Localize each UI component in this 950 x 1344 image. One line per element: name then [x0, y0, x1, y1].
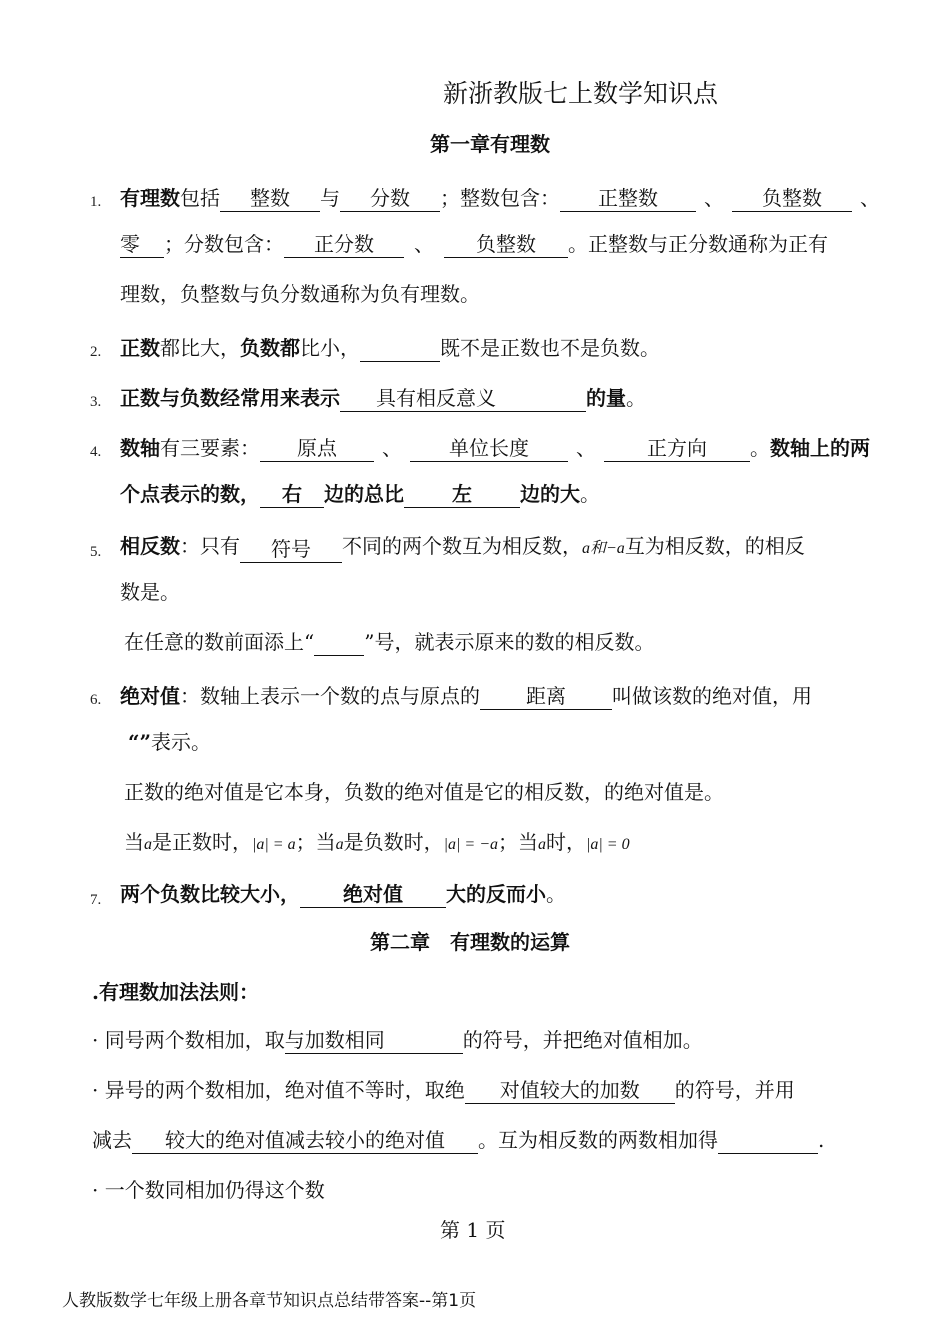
item-1-number: 1.: [90, 194, 102, 210]
chapter-1-heading: 第一章有理数: [430, 132, 550, 156]
text: ”号，就表示原来的数的相反数。: [364, 630, 655, 654]
item-4-line-1: [120, 434, 870, 462]
blank-sign: 符号: [240, 536, 342, 563]
text: 的符号，并用: [674, 1078, 795, 1102]
text: 既不是正数也不是负数。: [440, 336, 660, 360]
text: 的符号，并把绝对值相加。: [462, 1028, 703, 1052]
text: 当: [124, 830, 144, 854]
text: ；当: [295, 830, 336, 854]
text: .: [818, 1128, 825, 1152]
addition-rule-2: [92, 1076, 795, 1104]
separator: 、: [576, 436, 596, 460]
text: 表示。: [151, 730, 212, 754]
item-1-line-3: 理数，负整数与负分数通称为负有理数。: [120, 282, 480, 306]
item-2-line: [120, 334, 660, 362]
blank-fraction: 分数: [340, 185, 440, 212]
item-5-line-3: [124, 628, 654, 656]
addition-rule-title: .有理数加法法则：: [92, 980, 259, 1004]
blank-zero: 零: [120, 231, 164, 258]
math-var: a: [537, 836, 546, 853]
blank-larger-abs: 对值较大的加数: [465, 1077, 675, 1104]
quote-marks: “”: [128, 730, 152, 754]
text: 与: [320, 186, 340, 210]
blank-zero-3: [718, 1127, 818, 1154]
item-1-line-2: [120, 230, 828, 258]
blank-distance: 距离: [480, 683, 612, 710]
text: 正数与负数经常用来表示: [120, 386, 340, 410]
blank-positive-fraction: 正分数: [284, 231, 404, 258]
term-opposite: 相反数: [120, 534, 180, 558]
item-2-number: 2.: [90, 344, 102, 360]
text: 。: [626, 386, 646, 410]
separator: 、: [704, 186, 724, 210]
text: 边的总比: [324, 482, 404, 506]
blank-subtract-abs: 较大的绝对值减去较小的绝对值: [132, 1127, 478, 1154]
text: ：数轴上表示一个数的点与原点的: [180, 684, 480, 708]
item-5-line-2: 数是。: [120, 580, 180, 604]
blank-origin: 原点: [260, 435, 374, 462]
term-positive: 正数: [120, 336, 160, 360]
text: ；当: [497, 830, 538, 854]
term-number-line: 数轴: [120, 436, 160, 460]
text: 不同的两个数互为相反数，: [342, 534, 582, 558]
separator: 、: [414, 232, 434, 256]
item-3-number: 3.: [90, 394, 102, 410]
item-6-line-3: 正数的绝对值是它本身，负数的绝对值是它的相反数，的绝对值是。: [124, 780, 724, 804]
text: 个点表示的数，: [120, 482, 260, 506]
addition-rule-3: · 一个数同相加仍得这个数: [92, 1178, 325, 1202]
item-4-line-2: [120, 480, 600, 508]
blank-absolute-value: 绝对值: [300, 881, 446, 908]
addition-rule-1: [92, 1026, 703, 1054]
footer-caption: 人教版数学七年级上册各章节知识点总结带答案--第1页: [62, 1291, 477, 1311]
math-var: a: [335, 836, 344, 853]
text: 数轴上的两: [770, 436, 870, 460]
text: 叫做该数的绝对值，用: [612, 684, 812, 708]
blank-opposite-meaning: [340, 385, 586, 412]
item-7-line: [120, 880, 566, 908]
item-6-line-4: [124, 828, 630, 859]
term-rational: 有理数: [120, 186, 180, 210]
text: 的量: [586, 386, 626, 410]
text: 。: [546, 882, 566, 906]
blank-zero-2: [360, 335, 440, 362]
text: ：只有: [180, 534, 240, 558]
text: 。互为相反数的两数相加得: [478, 1128, 718, 1152]
text: · 同号两个数相加，取: [92, 1028, 285, 1052]
blank-left: 左: [404, 481, 520, 508]
formula-abs-negative: |a| = −a: [443, 836, 498, 853]
item-1-line-1: [120, 184, 880, 212]
text: 有三要素：: [160, 436, 260, 460]
item-6-number: 6.: [90, 692, 102, 708]
blank-minus-sign: [314, 629, 364, 656]
item-6-line-2: [128, 728, 211, 756]
text: 是负数时，: [343, 830, 444, 854]
blank-unit-length: 单位长度: [410, 435, 568, 462]
blank-negative-integer: 负整数: [732, 185, 852, 212]
blank-negative-integer-2: 负整数: [444, 231, 568, 258]
text: 。: [750, 436, 770, 460]
text: 在任意的数前面添上“: [124, 630, 315, 654]
separator: 、: [860, 186, 880, 210]
text: 都比大，: [160, 336, 240, 360]
separator: 、: [382, 436, 402, 460]
term-negative: 负数都: [240, 336, 300, 360]
blank-right: 右: [260, 481, 324, 508]
term-absolute-value: 绝对值: [120, 684, 180, 708]
text: 。: [580, 482, 600, 506]
formula-abs-zero: |a| = 0: [585, 836, 630, 853]
item-6-line-1: [120, 682, 812, 710]
text: 。正整数与正分数通称为正有: [568, 232, 828, 256]
text: · 异号的两个数相加，绝对值不等时，取绝: [92, 1078, 465, 1102]
text: ；整数包含：: [440, 186, 560, 210]
text: 时，: [545, 830, 586, 854]
text: 比小，: [300, 336, 360, 360]
item-3-line: [120, 384, 646, 412]
text: 具有相反意义: [376, 386, 496, 410]
blank-positive-integer: 正整数: [560, 185, 696, 212]
text: ；分数包含：: [164, 232, 284, 256]
item-4-number: 4.: [90, 444, 102, 460]
formula-abs-positive: |a| = a: [252, 836, 296, 853]
math-var: a: [144, 836, 152, 853]
text: 边的大: [520, 482, 580, 506]
blank-direction: 正方向: [604, 435, 750, 462]
text: 大的反而小: [446, 882, 546, 906]
text: 互为相反数，的相反: [624, 534, 805, 558]
item-5-number: 5.: [90, 544, 102, 560]
text: 是正数时，: [152, 830, 252, 854]
page-number: 第 1 页: [440, 1218, 506, 1242]
addition-rule-2-cont: [92, 1126, 824, 1154]
text: 包括: [180, 186, 220, 210]
blank-same-sign: 与加数相同: [285, 1027, 463, 1054]
text: 两个负数比较大小，: [120, 882, 300, 906]
item-5-line-1: [120, 532, 805, 563]
math-a-and-neg-a: a和−a: [582, 540, 625, 557]
blank-integer: 整数: [220, 185, 320, 212]
chapter-2-heading: 第二章 有理数的运算: [370, 930, 570, 954]
text: 减去: [92, 1128, 132, 1152]
item-7-number: 7.: [90, 892, 102, 908]
document-title: 新浙教版七上数学知识点: [443, 79, 719, 108]
